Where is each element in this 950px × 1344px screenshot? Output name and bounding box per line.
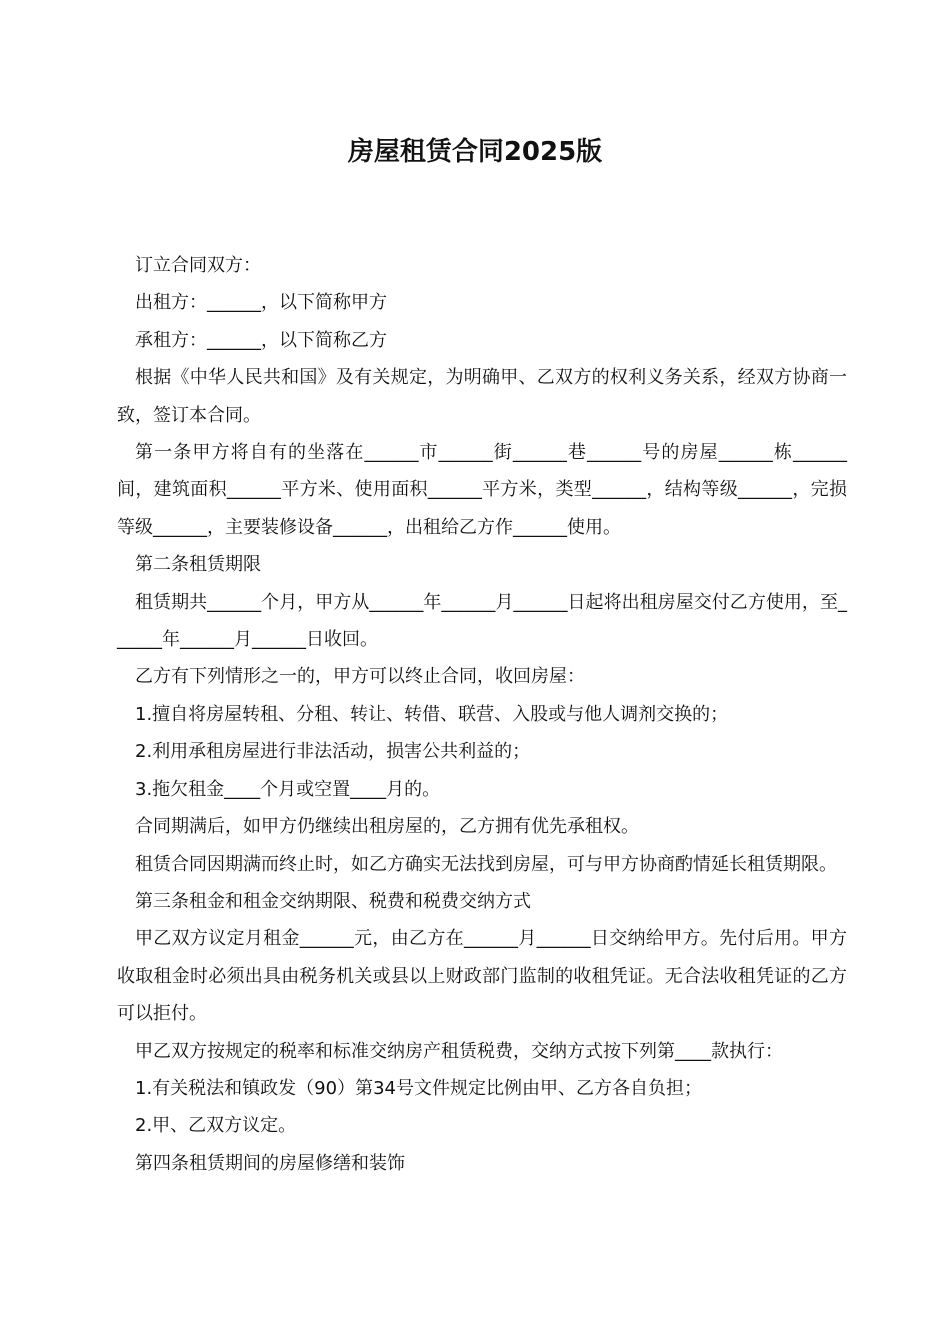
paragraph-preamble: 根据《中华人民共和国》及有关规定，为明确甲、乙双方的权利义务关系，经双方协商一致，签订本合同。 xyxy=(117,367,847,426)
paragraph-monthly-rent: 甲乙双方议定月租金______元，由乙方在______月______日交纳给甲方。先付后用。甲方收取租金时必须出具由税务机关或县以上财政部门监制的收租凭证。无合法收租凭证的乙方可以拒付。 xyxy=(117,928,847,1025)
paragraph-lease-term: 租赁期共______个月，甲方从______年______月______日起将出租房屋交付乙方使用，至______年______月______日收回。 xyxy=(117,591,847,651)
paragraph-priority-right: 合同期满后，如甲方仍继续出租房屋的，乙方拥有优先承租权。 xyxy=(135,816,639,838)
paragraph-extension: 租赁合同因期满而终止时，如乙方确实无法找到房屋，可与甲方协商酌情延长租赁期限。 xyxy=(135,853,837,875)
document-body xyxy=(117,247,847,1182)
paragraph-lessee: 承租方：______，以下简称乙方 xyxy=(135,329,387,351)
paragraph-article-1: 第一条甲方将自有的坐落在______市______街______巷______号的房屋______栋______间，建筑面积______平方米、使用面积______平方米，类型______，结构等级______，完损等级______，主要装修设备______，出租给乙方作______使用。 xyxy=(117,442,847,538)
document-title: 房屋租赁合同2025版 xyxy=(347,137,603,167)
heading-article-4: 第四条租赁期间的房屋修缮和装饰 xyxy=(135,1152,405,1174)
paragraph-termination-conditions: 乙方有下列情形之一的，甲方可以终止合同，收回房屋： xyxy=(135,666,585,688)
list-item-tax-2: 2.甲、乙双方议定。 xyxy=(135,1115,297,1137)
paragraph-tax-payment: 甲乙双方按规定的税率和标准交纳房产租赁税费，交纳方式按下列第____款执行： xyxy=(135,1040,783,1062)
heading-article-2: 第二条租赁期限 xyxy=(135,554,261,576)
list-item-termination-3: 3.拖欠租金____个月或空置____月的。 xyxy=(135,778,441,800)
list-item-termination-2: 2.利用承租房屋进行非法活动，损害公共利益的； xyxy=(135,741,531,763)
list-item-tax-1: 1.有关税法和镇政发（90）第34号文件规定比例由甲、乙方各自负担； xyxy=(135,1077,702,1099)
paragraph-parties-intro: 订立合同双方： xyxy=(135,255,261,276)
heading-article-3: 第三条租金和租金交纳期限、税费和税费交纳方式 xyxy=(135,890,531,912)
paragraph-lessor: 出租方：______，以下简称甲方 xyxy=(135,292,387,314)
list-item-termination-1: 1.擅自将房屋转租、分租、转让、转借、联营、入股或与他人调剂交换的； xyxy=(135,703,729,725)
